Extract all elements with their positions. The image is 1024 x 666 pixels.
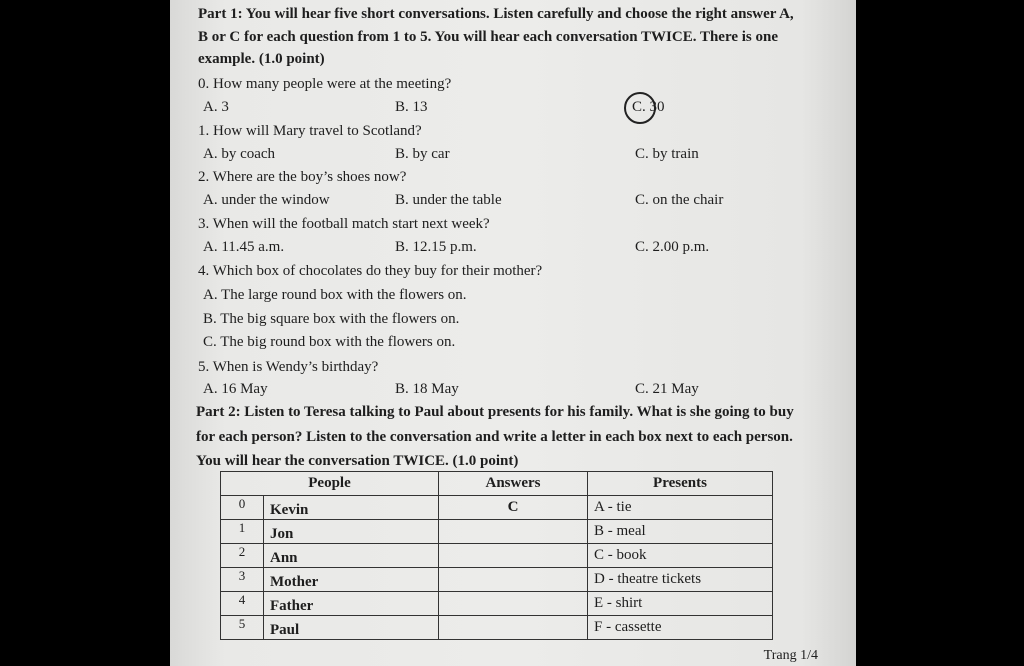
table-row xyxy=(221,568,773,592)
q2-option-c: C. on the chair xyxy=(635,192,724,208)
answer-box[interactable] xyxy=(439,592,588,616)
answer-box[interactable] xyxy=(439,568,588,592)
presents-table xyxy=(220,471,773,640)
answer-box[interactable] xyxy=(439,544,588,568)
present-option: D - theatre tickets xyxy=(588,568,773,592)
q2-option-b: B. under the table xyxy=(395,192,502,208)
person-name: Paul xyxy=(264,616,439,640)
q3-option-b: B. 12.15 p.m. xyxy=(395,239,477,255)
q1-option-a: A. by coach xyxy=(203,146,276,162)
person-name: Jon xyxy=(264,520,439,544)
person-name: Kevin xyxy=(264,496,439,520)
exam-page xyxy=(170,0,856,666)
present-option: E - shirt xyxy=(588,592,773,616)
present-option: B - meal xyxy=(588,520,773,544)
row-number: 0 xyxy=(221,496,264,520)
row-number: 2 xyxy=(221,544,264,568)
header-presents: Presents xyxy=(588,472,773,496)
answer-box[interactable]: C xyxy=(439,496,588,520)
row-number: 4 xyxy=(221,592,264,616)
part2-instruction-line2: for each person? Listen to the conversation and write a letter in each box next to each person. xyxy=(196,429,793,445)
table-row xyxy=(221,496,773,520)
q0-option-b: B. 13 xyxy=(395,99,428,115)
q5-option-a: A. 16 May xyxy=(203,381,268,397)
part1-instruction-line3: example. (1.0 point) xyxy=(198,51,325,67)
q3-option-a: A. 11.45 a.m. xyxy=(203,239,285,255)
present-option: A - tie xyxy=(588,496,773,520)
q5-option-b: B. 18 May xyxy=(395,381,459,397)
q4-option-b: B. The big square box with the flowers on. xyxy=(203,311,460,327)
question-0: 0. How many people were at the meeting? xyxy=(198,76,452,92)
question-2: 2. Where are the boy’s shoes now? xyxy=(198,169,407,185)
question-3: 3. When will the football match start next week? xyxy=(198,216,490,232)
q5-option-c: C. 21 May xyxy=(635,381,699,397)
q4-option-a: A. The large round box with the flowers on. xyxy=(203,287,467,303)
part1-instruction-line1: Part 1: You will hear five short conversations. Listen carefully and choose the right answer A, xyxy=(198,6,794,22)
question-1: 1. How will Mary travel to Scotland? xyxy=(198,123,422,139)
row-number: 3 xyxy=(221,568,264,592)
answer-box[interactable] xyxy=(439,520,588,544)
part1-instruction-line2: B or C for each question from 1 to 5. You will hear each conversation TWICE. There is one xyxy=(198,29,779,45)
row-number: 1 xyxy=(221,520,264,544)
header-people: People xyxy=(221,472,439,496)
part2-instruction-line1: Part 2: Listen to Teresa talking to Paul about presents for his family. What is she going to buy xyxy=(196,404,794,420)
q1-option-c: C. by train xyxy=(635,146,699,162)
q0-option-c: C. 30 xyxy=(632,99,665,115)
person-name: Ann xyxy=(264,544,439,568)
table-row xyxy=(221,592,773,616)
q3-option-c: C. 2.00 p.m. xyxy=(635,239,710,255)
q0-option-a: A. 3 xyxy=(203,99,229,115)
page-number: Trang 1/4 xyxy=(763,648,818,663)
question-4: 4. Which box of chocolates do they buy for their mother? xyxy=(198,263,543,279)
person-name: Father xyxy=(264,592,439,616)
header-answers: Answers xyxy=(439,472,588,496)
table-header-row xyxy=(221,472,773,496)
table-row xyxy=(221,520,773,544)
row-number: 5 xyxy=(221,616,264,640)
question-5: 5. When is Wendy’s birthday? xyxy=(198,359,379,375)
part2-instruction-line3: You will hear the conversation TWICE. (1.0 point) xyxy=(196,453,519,469)
present-option: F - cassette xyxy=(588,616,773,640)
answer-box[interactable] xyxy=(439,616,588,640)
q1-option-b: B. by car xyxy=(395,146,450,162)
q2-option-a: A. under the window xyxy=(203,192,330,208)
q4-option-c: C. The big round box with the flowers on. xyxy=(203,334,456,350)
person-name: Mother xyxy=(264,568,439,592)
table-row xyxy=(221,544,773,568)
present-option: C - book xyxy=(588,544,773,568)
table-row xyxy=(221,616,773,640)
